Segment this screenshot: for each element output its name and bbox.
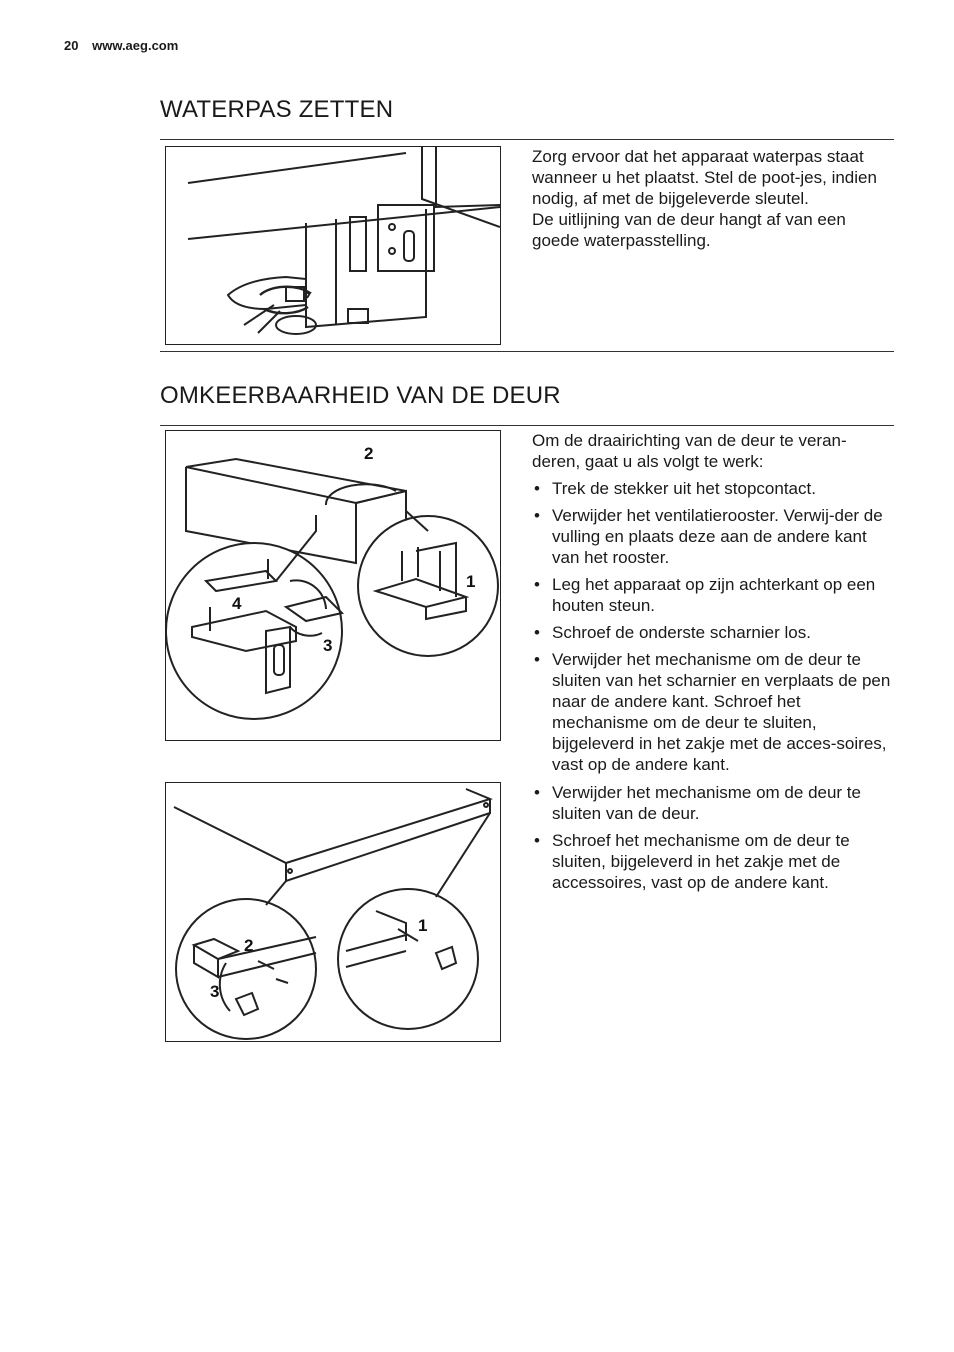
site-url: www.aeg.com xyxy=(92,38,179,53)
list-item: • Trek de stekker uit het stopcontact. xyxy=(532,478,892,499)
closer-label-1: 1 xyxy=(418,916,428,935)
section-divider xyxy=(160,351,894,352)
door-closer-illustration xyxy=(166,783,500,1041)
list-item: • Verwijder het ventilatierooster. Verwij-der de vulling en plaats deze aan de andere kant van het rooster. xyxy=(532,505,892,568)
section-title-leveling: WATERPAS ZETTEN xyxy=(160,96,394,123)
closer-label-3: 3 xyxy=(210,982,220,1001)
door-closer-text xyxy=(532,776,892,893)
leveling-paragraph-2: De uitlijning van de deur hangt af van een goede waterpasstelling. xyxy=(532,210,846,250)
leveling-illustration xyxy=(166,147,500,344)
door-closer-figure xyxy=(165,782,501,1042)
section-title-door-reversal: OMKEERBAARHEID VAN DE DEUR xyxy=(160,382,561,409)
hinge-label-1: 1 xyxy=(466,572,476,591)
leveling-text xyxy=(532,146,892,251)
door-closer-steps xyxy=(532,782,892,893)
section-divider xyxy=(160,425,894,426)
hinge-illustration xyxy=(166,431,500,740)
section-divider xyxy=(160,139,894,140)
door-reversal-steps xyxy=(532,478,892,775)
hinge-figure xyxy=(165,430,501,741)
leveling-figure xyxy=(165,146,501,345)
list-item: • Leg het apparaat op zijn achterkant op een houten steun. xyxy=(532,574,892,616)
leveling-paragraph-1: Zorg ervoor dat het apparaat waterpas staat wanneer u het plaatst. Stel de poot-jes, indien nodig, af met de bijgeleverde sleutel. xyxy=(532,147,877,208)
door-reversal-intro: Om de draairichting van de deur te veran-deren, gaat u als volgt te werk: xyxy=(532,431,847,471)
list-item: • Schroef de onderste scharnier los. xyxy=(532,622,892,643)
list-item: • Schroef het mechanisme om de deur te sluiten, bijgeleverd in het zakje met de accessoires, vast op de andere kant. xyxy=(532,830,892,893)
page-header xyxy=(64,38,178,53)
list-item: • Verwijder het mechanisme om de deur te sluiten van de deur. xyxy=(532,782,892,824)
hinge-label-2: 2 xyxy=(364,444,374,463)
list-item: • Verwijder het mechanisme om de deur te sluiten van het scharnier en verplaats de pen naar de andere kant. Schroef het mechanisme om de deur te sluiten, bijgeleverd in het zakje met de acces-soires, vast op de andere kant. xyxy=(532,649,892,775)
door-reversal-text xyxy=(532,430,892,775)
closer-label-2: 2 xyxy=(244,936,254,955)
hinge-label-4: 4 xyxy=(232,594,242,613)
page-number: 20 xyxy=(64,38,79,53)
hinge-label-3: 3 xyxy=(323,636,333,655)
